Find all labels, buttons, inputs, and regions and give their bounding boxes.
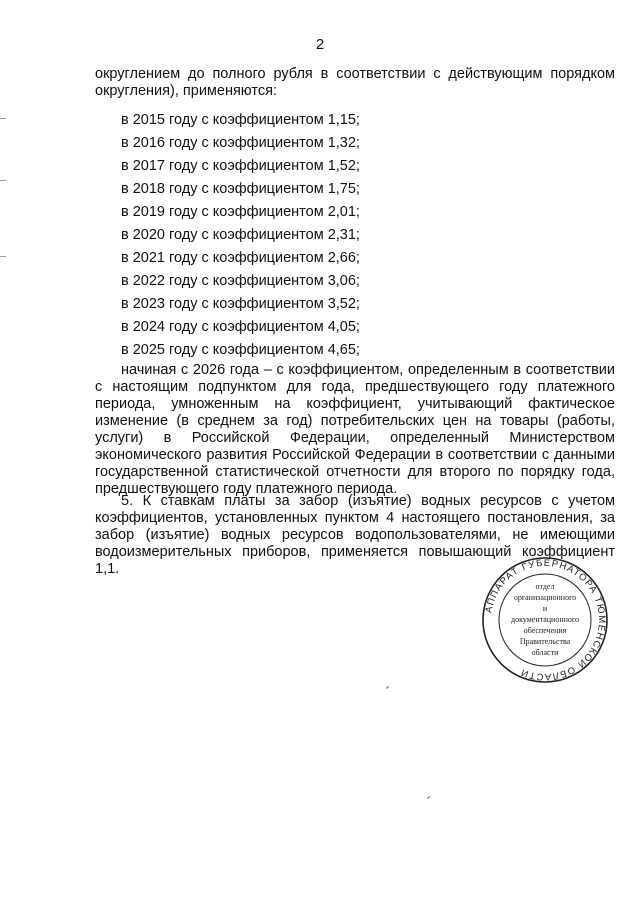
stamp-ring-text: АППАРАТ ГУБЕРНАТОРА ТЮМЕНСКОЙ ОБЛАСТИ [483, 557, 608, 683]
list-item: в 2016 году с коэффициентом 1,32; [121, 135, 360, 151]
intro-paragraph: округлением до полного рубля в соответствии с действующим порядком округления), применяются: [95, 66, 615, 99]
list-item: в 2025 году с коэффициентом 4,65; [121, 342, 360, 358]
list-item: в 2017 году с коэффициентом 1,52; [121, 158, 360, 174]
stamp-line: документационного [511, 615, 579, 624]
list-item: в 2021 году с коэффициентом 2,66; [121, 250, 360, 266]
list-item: в 2024 году с коэффициентом 4,05; [121, 319, 360, 335]
stamp-line: отдел [535, 582, 555, 591]
stamp-line: организационного [513, 593, 577, 602]
list-item: в 2022 году с коэффициентом 3,06; [121, 273, 360, 289]
paragraph-5: 5. К ставкам платы за забор (изъятие) водных ресурсов с учетом коэффициентов, установленных пунктом 4 настоящего постановления, за забор (изъятие) водных ресурсов водопользователями, не имеющими водоизмерительных приборов, применяется повышающий коэффициент 1,1. [95, 493, 615, 577]
list-item: в 2018 году с коэффициентом 1,75; [121, 181, 360, 197]
stamp-line: обеспечения [523, 626, 567, 635]
stamp-line: и [542, 604, 548, 613]
scan-speck [427, 796, 430, 799]
list-item: в 2020 году с коэффициентом 2,31; [121, 227, 360, 243]
margin-mark [0, 256, 6, 257]
margin-mark [0, 180, 6, 181]
official-stamp [480, 555, 610, 685]
margin-mark [0, 118, 6, 119]
stamp-line: Правительства [519, 637, 571, 646]
stamp-center-text [511, 582, 579, 657]
list-item: в 2015 году с коэффициентом 1,15; [121, 112, 360, 128]
stamp-line: области [531, 648, 559, 657]
coefficient-list [121, 112, 360, 365]
list-item: в 2023 году с коэффициентом 3,52; [121, 296, 360, 312]
paragraph-2026: начиная с 2026 года – с коэффициентом, определенным в соответствии с настоящим подпунктом для года, предшествующего году платежного периода, умноженным на коэффициент, учитывающий фактическое изменение (в среднем за год) потребительских цен на товары (работы, услуги) в Российской Федерации, определенный Министерством экономического развития Российской Федерации в соответствии с данными государственной статистической отчетности для второго по порядку года, предшествующего году платежного периода. [95, 362, 615, 497]
scan-speck [386, 686, 389, 689]
page-number: 2 [315, 36, 325, 53]
list-item: в 2019 году с коэффициентом 2,01; [121, 204, 360, 220]
